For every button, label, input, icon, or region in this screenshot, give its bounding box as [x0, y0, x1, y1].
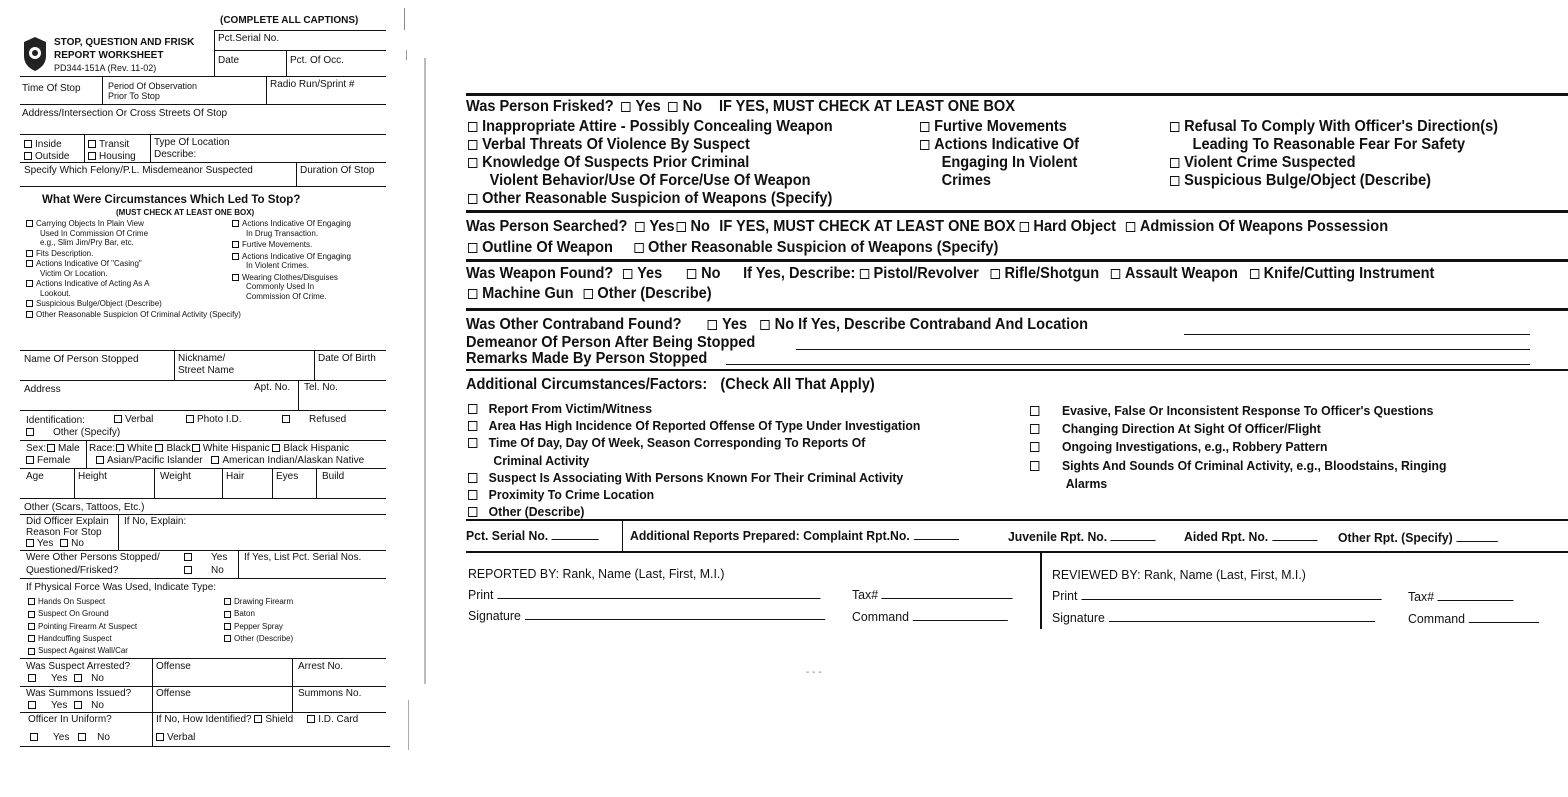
pct-serial-label: Pct. Serial No. [466, 528, 549, 543]
circ-line: Fits Description. [36, 248, 94, 258]
contraband-describe-label[interactable]: No If Yes, Describe Contraband And Location [774, 316, 1089, 333]
additional-line: Time Of Day, Day Of Week, Season Corresponding To Reports Of [488, 435, 866, 451]
frisked-row [466, 99, 1015, 115]
reason-for-stop-label: Reason For Stop [26, 527, 102, 538]
arrested-yes-no[interactable] [28, 674, 104, 684]
nickname-label: Nickname/ [178, 353, 226, 364]
must-check-note: (MUST CHECK AT LEAST ONE BOX) [116, 208, 255, 217]
additional-line: Changing Direction At Sight Of Officer/Flight [1061, 421, 1321, 437]
additional-item[interactable] [1030, 420, 1446, 438]
frisk-line: Violent Behavior/Use Of Force/Use Of Weapon [489, 172, 811, 189]
frisk-line: Knowledge Of Suspects Prior Criminal [482, 154, 750, 171]
period-observation-label: Period Of Observation [108, 81, 198, 91]
form-subtitle: REPORT WORKSHEET [54, 50, 164, 61]
frisk-col2-item[interactable] [920, 118, 1079, 136]
questioned-frisked-label: Questioned/Frisked? [26, 565, 119, 576]
other-suspicion-label[interactable]: Other Reasonable Suspicion of Weapons (Specify) [648, 239, 999, 256]
aided-label: Aided Rpt. No. [1184, 529, 1269, 544]
apt-no-field[interactable]: Apt. No. [254, 382, 291, 393]
yes-label: Yes [53, 732, 70, 743]
no-label: No [97, 732, 110, 743]
caption-note: (COMPLETE ALL CAPTIONS) [220, 15, 359, 26]
additional-item[interactable] [468, 400, 920, 417]
yes-label: Yes [211, 552, 228, 563]
female-label: Female [37, 455, 71, 466]
weapon-yes[interactable]: Yes [637, 265, 663, 282]
sex-label [26, 444, 80, 454]
circ-line: In Drug Transaction. [246, 228, 319, 238]
race-row-2 [96, 456, 364, 466]
additional-item[interactable] [468, 503, 920, 520]
contraband-row [466, 317, 1088, 333]
describe-field[interactable]: Describe: [154, 149, 197, 160]
felony-field[interactable]: Specify Which Felony/P.L. Misdemeanor Suspected [24, 165, 253, 176]
aided-rpt-field[interactable] [1184, 530, 1317, 543]
uniform-yes-no[interactable] [30, 733, 110, 743]
reported-print-field[interactable] [468, 588, 820, 601]
asian-label[interactable]: Asian/Pacific Islander [107, 455, 203, 466]
female-checkbox[interactable] [26, 456, 70, 466]
summons-label: Was Summons Issued? [26, 688, 132, 699]
weight-field[interactable]: Weight [160, 471, 191, 482]
black-label[interactable]: Black [166, 443, 191, 454]
address-field[interactable]: Address [24, 384, 61, 395]
summons-yes-no[interactable] [28, 701, 104, 711]
force-item[interactable] [224, 621, 293, 633]
build-field[interactable]: Build [322, 471, 345, 482]
arrest-no-field[interactable]: Arrest No. [298, 661, 344, 672]
circ-line: Actions Indicative Of Engaging [242, 251, 351, 261]
frisk-line: Suspicious Bulge/Object (Describe) [1184, 172, 1432, 189]
verbal-label: Verbal [167, 732, 196, 743]
circ-left-item[interactable] [26, 309, 241, 320]
dob-field[interactable]: Date Of Birth [318, 353, 376, 364]
frisk-col3-item[interactable] [1170, 172, 1498, 190]
form-number: PD344-151A (Rev. 11-02) [54, 63, 157, 73]
housing-label: Housing [99, 151, 136, 162]
circ-left-item[interactable] [26, 299, 226, 309]
yes-label: Yes [37, 538, 54, 549]
summons-no-field[interactable]: Summons No. [298, 688, 362, 699]
pct-serial-field[interactable]: Pct.Serial No. [218, 33, 280, 44]
demeanor-field[interactable]: Demeanor Of Person After Being Stopped [466, 334, 756, 351]
period-observation-label-2: Prior To Stop [108, 91, 160, 101]
additional-item[interactable] [1030, 457, 1446, 493]
other-persons-label: Were Other Persons Stopped/ [26, 552, 160, 563]
other-rpt-field[interactable] [1338, 531, 1498, 544]
searched-must-check: IF YES, MUST CHECK AT LEAST ONE BOX [719, 218, 1016, 235]
transit-label: Transit [99, 139, 130, 150]
force-label: Handcuffing Suspect [38, 633, 112, 643]
other-persons-yes-checkbox[interactable] [184, 553, 227, 563]
command-label: Command [852, 609, 909, 624]
no-label: No [91, 700, 104, 711]
complaint-rpt-field[interactable] [630, 529, 959, 542]
time-of-stop-field[interactable]: Time Of Stop [22, 83, 81, 94]
additional-left-list [468, 400, 920, 520]
white-label[interactable]: White [127, 443, 153, 454]
circ-right-item[interactable] [232, 273, 388, 302]
pistol-label[interactable]: Pistol/Revolver [873, 265, 979, 282]
frisk-col2 [920, 118, 1079, 190]
rifle-label[interactable]: Rifle/Shotgun [1004, 265, 1100, 282]
frisk-col1-item[interactable] [468, 136, 833, 154]
photo-id-label: Photo I.D. [197, 414, 242, 425]
searched-question: Was Person Searched? [466, 218, 628, 235]
additional-item[interactable] [1030, 438, 1446, 456]
frisked-yes[interactable]: Yes [635, 98, 661, 115]
uniform-label: Officer In Uniform? [28, 714, 112, 725]
list-serial-field[interactable]: If Yes, List Pct. Serial Nos. [244, 552, 362, 563]
weapon-row-2 [468, 286, 712, 302]
offense-field[interactable]: Offense [156, 661, 191, 672]
force-item[interactable] [28, 608, 137, 620]
juvenile-label: Juvenile Rpt. No. [1008, 529, 1108, 544]
tel-no-field[interactable]: Tel. No. [304, 382, 338, 393]
circ-left-item[interactable] [26, 219, 226, 248]
outside-label: Outside [35, 151, 70, 162]
outside-checkbox[interactable] [24, 152, 69, 162]
additional-line: Alarms [1065, 475, 1108, 491]
shield-label[interactable]: Shield [265, 714, 294, 725]
additional-line: Criminal Activity [493, 452, 590, 468]
refused-label: Refused [309, 414, 347, 425]
frisked-question: Was Person Frisked? [466, 98, 614, 115]
frisk-col3 [1170, 118, 1498, 190]
circ-line: In Violent Crimes. [246, 261, 309, 270]
force-item[interactable] [224, 596, 293, 608]
explain-yes-checkbox[interactable] [26, 539, 84, 549]
circ-line: Victim Or Location. [40, 268, 108, 278]
additional-title: Additional Circumstances/Factors: [466, 376, 708, 393]
force-item[interactable] [224, 608, 293, 620]
circ-left-item[interactable] [26, 279, 226, 298]
american-indian-label[interactable]: American Indian/Alaskan Native [222, 455, 365, 466]
print-label: Print [468, 587, 494, 602]
additional-line: Proximity To Crime Location [488, 487, 655, 503]
force-label: Pepper Spray [234, 621, 283, 631]
race-row [89, 444, 349, 454]
force-item[interactable] [224, 633, 293, 645]
sex-text: Sex: [26, 443, 47, 454]
frisked-must-check: IF YES, MUST CHECK AT LEAST ONE BOX [718, 98, 1015, 115]
reviewed-tax-field[interactable] [1408, 590, 1514, 603]
frisk-col1-item[interactable] [468, 154, 833, 190]
contraband-question: Was Other Contraband Found? [466, 316, 682, 333]
additional-line: Other (Describe) [488, 504, 585, 520]
reported-signature-field[interactable] [468, 609, 825, 622]
reviewed-by-label: REVIEWED BY: Rank, Name (Last, First, M.I.) [1052, 567, 1306, 582]
inside-checkbox[interactable] [24, 140, 62, 150]
circ-line: Other Reasonable Suspicion Of Criminal Activity (Specify) [36, 309, 241, 319]
force-label: Pointing Firearm At Suspect [38, 621, 138, 631]
no-label: No [91, 673, 104, 684]
height-field[interactable]: Height [78, 471, 107, 482]
additional-item[interactable] [468, 486, 920, 503]
other-specify-checkbox[interactable] [26, 428, 120, 438]
circ-left-item[interactable] [26, 259, 226, 278]
circumstances-title: What Were Circumstances Which Led To Stop? [42, 194, 301, 206]
reviewed-print-field[interactable] [1052, 589, 1381, 602]
print-label: Print [1052, 588, 1078, 603]
force-item[interactable] [28, 645, 137, 657]
force-label: Baton [234, 609, 255, 619]
force-item[interactable] [28, 621, 137, 633]
circ-line: Carrying Objects In Plain View [36, 219, 144, 228]
frisk-col1-item[interactable] [468, 190, 833, 208]
force-item[interactable] [28, 633, 137, 645]
force-label: Hands On Suspect [38, 597, 106, 606]
check-all-note: (Check All That Apply) [720, 376, 875, 393]
other-scars-field[interactable]: Other (Scars, Tattoos, Etc.) [24, 502, 145, 513]
circ-line: Actions Indicative Of "Casing" [36, 259, 142, 268]
other-persons-no-checkbox[interactable] [184, 566, 224, 576]
circ-line: Wearing Clothes/Disguises [242, 272, 338, 282]
additional-title-row [466, 377, 875, 393]
circ-right-item[interactable] [232, 252, 388, 271]
circumstances-right-list [232, 219, 388, 303]
identification-label: Identification: [26, 415, 85, 426]
tax-label: Tax# [1408, 589, 1435, 604]
arrested-label: Was Suspect Arrested? [26, 661, 131, 672]
duration-field[interactable]: Duration Of Stop [300, 165, 375, 176]
force-item[interactable] [28, 596, 137, 608]
circ-line: Actions Indicative of Acting As A [36, 279, 150, 288]
outline-label[interactable]: Outline Of Weapon [482, 239, 613, 256]
frisk-line: Furtive Movements [934, 118, 1067, 135]
white-hispanic-label[interactable]: White Hispanic [202, 443, 270, 454]
additional-line: Sights And Sounds Of Criminal Activity, e.g., Bloodstains, Ringing [1061, 457, 1447, 473]
circ-line: Lookout. [40, 288, 71, 298]
additional-item[interactable] [468, 417, 920, 434]
additional-line: Evasive, False Or Inconsistent Response To Officer's Questions [1061, 403, 1434, 418]
additional-line: Ongoing Investigations, e.g., Robbery Pattern [1061, 439, 1328, 455]
pct-of-occ-field[interactable]: Pct. Of Occ. [290, 55, 344, 66]
yes-label: Yes [51, 700, 68, 711]
reviewed-command-field[interactable] [1408, 612, 1539, 625]
additional-right-list [1030, 402, 1446, 493]
black-hispanic-label[interactable]: Black Hispanic [283, 443, 349, 454]
circ-line: e.g., Slim Jim/Pry Bar, etc. [40, 238, 134, 247]
searched-row [466, 219, 1388, 235]
physical-force-label: If Physical Force Was Used, Indicate Type: [26, 582, 217, 593]
searched-row-2 [468, 240, 998, 256]
type-location-label: Type Of Location [154, 137, 230, 148]
frisk-line: Other Reasonable Suspicion of Weapons (Specify) [482, 190, 833, 207]
tax-label: Tax# [852, 587, 879, 602]
scan-mark: - - - [806, 667, 822, 678]
searched-yes[interactable]: Yes [649, 218, 675, 235]
did-officer-explain-label: Did Officer Explain [26, 516, 109, 527]
address-intersection-field[interactable]: Address/Intersection Or Cross Streets Of Stop [22, 108, 228, 119]
no-label: No [211, 565, 224, 576]
force-label: Drawing Firearm [234, 597, 294, 606]
reported-tax-field[interactable] [852, 588, 1013, 601]
no-label: No [71, 538, 84, 549]
frisk-col2-item[interactable] [920, 136, 1079, 190]
remarks-field[interactable]: Remarks Made By Person Stopped [466, 350, 708, 367]
reported-command-field[interactable] [852, 610, 1008, 623]
additional-item[interactable] [1030, 402, 1446, 420]
frisk-line: Engaging In Violent [941, 154, 1078, 171]
frisk-line: Actions Indicative Of [934, 136, 1080, 153]
date-field[interactable]: Date [218, 55, 240, 66]
additional-item[interactable] [468, 469, 920, 486]
frisk-line: Refusal To Comply With Officer's Direction(s) [1184, 118, 1499, 135]
street-name-field[interactable]: Street Name [178, 365, 235, 376]
if-no-identified-text: If No, How Identified? [156, 714, 252, 725]
name-stopped-field[interactable]: Name Of Person Stopped [24, 354, 139, 365]
age-field[interactable]: Age [26, 471, 44, 482]
additional-line: Suspect Is Associating With Persons Known For Their Criminal Activity [488, 469, 904, 485]
circ-line: Actions Indicative Of Engaging [242, 219, 351, 228]
id-card-label[interactable]: I.D. Card [318, 714, 359, 725]
circumstances-left-list [26, 219, 241, 320]
signature-label: Signature [468, 608, 521, 623]
hair-field[interactable]: Hair [226, 471, 245, 482]
circ-right-item[interactable] [232, 240, 388, 250]
frisk-col3-item[interactable] [1170, 118, 1498, 154]
frisk-line: Crimes [941, 172, 992, 189]
pct-serial-no-field[interactable] [466, 529, 599, 542]
other-specify-label: Other (Specify) [53, 427, 121, 438]
verbal-id-checkbox[interactable] [156, 733, 195, 743]
frisk-col1 [468, 118, 833, 208]
frisked-no[interactable]: No [682, 98, 703, 115]
other-rpt-label: Other Rpt. (Specify) [1338, 530, 1453, 545]
eyes-field[interactable]: Eyes [276, 471, 299, 482]
knife-label[interactable]: Knife/Cutting Instrument [1263, 265, 1435, 282]
male-label[interactable]: Male [58, 443, 80, 454]
force-right-list [224, 596, 293, 645]
machine-gun-label[interactable]: Machine Gun [482, 285, 574, 302]
weapon-no[interactable]: No [701, 265, 721, 282]
additional-item[interactable] [468, 434, 920, 468]
contraband-yes[interactable]: Yes [722, 316, 748, 333]
additional-reports-label: Additional Reports Prepared: Complaint Rpt.No. [630, 528, 910, 543]
additional-line: Report From Victim/Witness [488, 401, 652, 416]
circ-right-item[interactable] [232, 219, 388, 238]
circ-line: Used In Commission Of Crime [40, 228, 149, 238]
signature-label: Signature [1052, 610, 1105, 625]
command-label: Command [1408, 611, 1465, 626]
juvenile-rpt-field[interactable] [1008, 530, 1156, 543]
frisk-line: Violent Crime Suspected [1184, 154, 1356, 171]
weapon-describe-label: If Yes, Describe: [743, 265, 856, 282]
circ-line: Commonly Used In [246, 282, 315, 291]
circ-line: Suspicious Bulge/Object (Describe) [36, 299, 162, 308]
how-identified-label [156, 715, 358, 725]
right-form-panel [426, 58, 1568, 688]
weapon-question: Was Weapon Found? [466, 265, 614, 282]
radio-run-field[interactable]: Radio Run/Sprint # [270, 79, 355, 90]
verbal-checkbox[interactable] [114, 415, 153, 425]
police-shield-icon [22, 36, 48, 72]
reported-by-label: REPORTED BY: Rank, Name (Last, First, M.I.) [468, 566, 725, 581]
force-label: Suspect Against Wall/Car [38, 646, 128, 656]
photo-id-checkbox[interactable] [186, 415, 241, 425]
hard-object-label[interactable]: Hard Object [1033, 218, 1117, 235]
other-describe-label[interactable]: Other (Describe) [597, 285, 712, 302]
inside-label: Inside [35, 139, 62, 150]
race-label: Race: [89, 443, 116, 454]
weapon-row [466, 266, 1434, 282]
frisk-line: Inappropriate Attire - Possibly Concealing Weapon [482, 118, 833, 135]
force-label: Other (Describe) [234, 633, 294, 643]
reviewed-signature-field[interactable] [1052, 611, 1375, 624]
additional-line: Area Has High Incidence Of Reported Offense Of Type Under Investigation [488, 418, 921, 434]
frisk-line: Leading To Reasonable Fear For Safety [1192, 136, 1466, 153]
transit-checkbox[interactable] [88, 140, 129, 150]
circ-line: Furtive Movements. [242, 240, 313, 249]
frisk-line: Verbal Threats Of Violence By Suspect [482, 136, 750, 153]
refused-checkbox[interactable] [282, 415, 346, 425]
assault-label[interactable]: Assault Weapon [1124, 265, 1238, 282]
form-title: STOP, QUESTION AND FRISK [54, 37, 195, 48]
summons-offense-field[interactable]: Offense [156, 688, 191, 699]
yes-label: Yes [51, 673, 68, 684]
circ-left-item[interactable] [26, 249, 226, 259]
force-left-list [28, 596, 137, 657]
housing-checkbox[interactable] [88, 152, 136, 162]
verbal-label: Verbal [125, 414, 154, 425]
searched-no[interactable]: No [690, 218, 710, 235]
if-no-explain-field[interactable]: If No, Explain: [124, 516, 187, 527]
frisk-col1-item[interactable] [468, 118, 833, 136]
force-label: Suspect On Ground [38, 609, 109, 619]
admission-label[interactable]: Admission Of Weapons Possession [1139, 218, 1389, 235]
frisk-col3-item[interactable] [1170, 154, 1498, 172]
circ-line: Commission Of Crime. [246, 291, 327, 301]
